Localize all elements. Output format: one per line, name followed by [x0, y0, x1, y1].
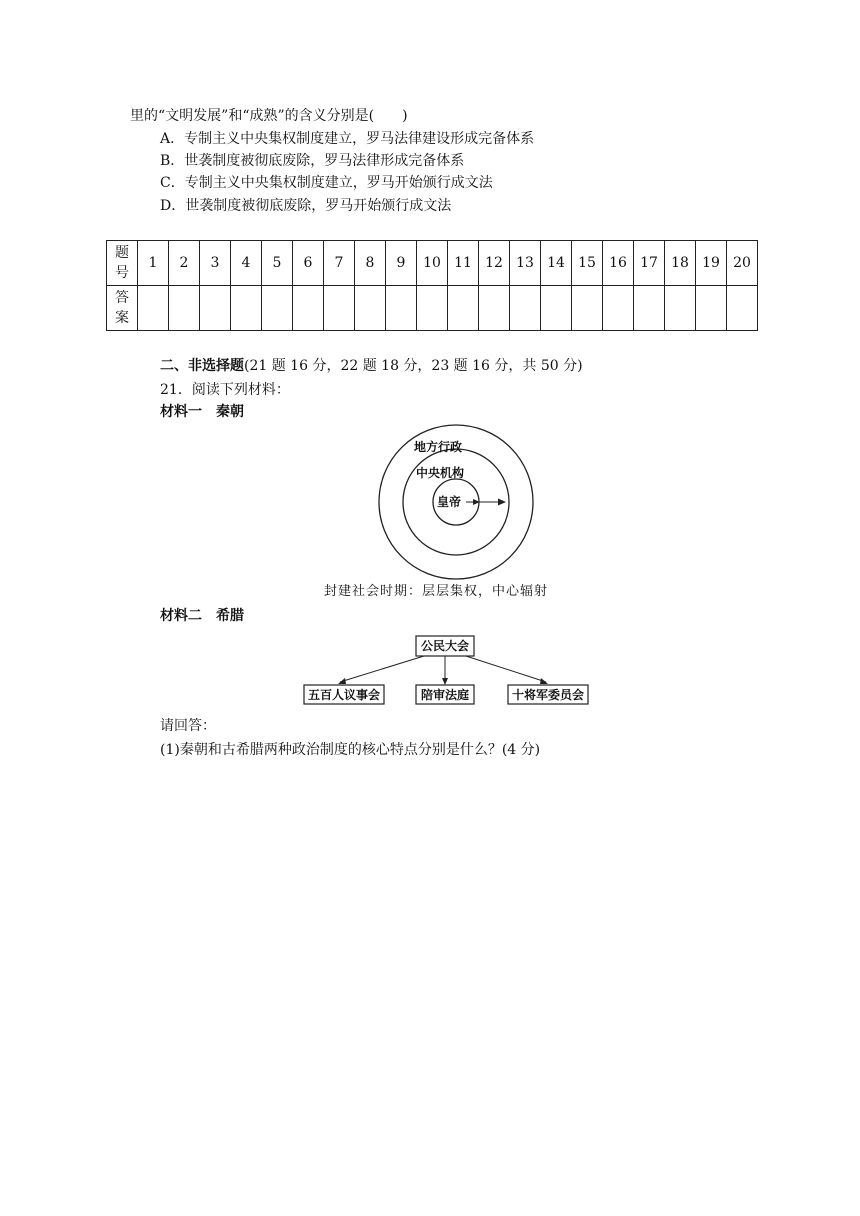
answer-cell[interactable]	[510, 286, 541, 331]
answer-cell[interactable]	[231, 286, 262, 331]
question-number-cell: 12	[479, 241, 510, 286]
question-number-cell: 15	[572, 241, 603, 286]
answer-cell[interactable]	[324, 286, 355, 331]
question-number-cell: 14	[541, 241, 572, 286]
center-label: 皇帝	[437, 495, 462, 509]
question-number-cell: 20	[727, 241, 758, 286]
row-label-answer: 答 案	[107, 286, 138, 331]
generals-label: 十将军委员会	[511, 688, 585, 702]
answer-cell[interactable]	[169, 286, 200, 331]
option-a: A．专制主义中央集权制度建立，罗马法律建设形成完备体系	[160, 131, 535, 147]
question-number-cell: 9	[386, 241, 417, 286]
answer-cell[interactable]	[541, 286, 572, 331]
answer-cell[interactable]	[262, 286, 293, 331]
connector-left	[340, 656, 424, 682]
question-number-cell: 1	[138, 241, 169, 286]
question-number-cell: 19	[696, 241, 727, 286]
answer-cell[interactable]	[293, 286, 324, 331]
question-number-cell: 18	[665, 241, 696, 286]
council-label: 五百人议事会	[307, 688, 381, 702]
option-c: C．专制主义中央集权制度建立，罗马开始颁行成文法	[160, 175, 493, 191]
q21-intro: 21．阅读下列材料：	[160, 382, 290, 398]
question-stem: 里的“文明发展”和“成熟”的含义分别是( )	[130, 108, 408, 124]
arrowhead-icon	[442, 678, 448, 685]
question-number-cell: 10	[417, 241, 448, 286]
answer-cell[interactable]	[138, 286, 169, 331]
greece-structure-diagram	[298, 634, 598, 706]
row-label-question-number: 题 号	[107, 241, 138, 286]
question-number-cell: 11	[448, 241, 479, 286]
arrowhead-icon	[540, 678, 548, 684]
qin-concentric-diagram	[376, 422, 536, 582]
answer-cell[interactable]	[448, 286, 479, 331]
answer-cell[interactable]	[727, 286, 758, 331]
answer-cell[interactable]	[417, 286, 448, 331]
answer-cell[interactable]	[572, 286, 603, 331]
option-d: D．世袭制度被彻底废除，罗马开始颁行成文法	[160, 198, 452, 214]
question-number-cell: 5	[262, 241, 293, 286]
question-number-cell: 2	[169, 241, 200, 286]
jury-label: 陪审法庭	[420, 688, 470, 702]
question-number-cell: 7	[324, 241, 355, 286]
assembly-label: 公民大会	[420, 639, 470, 653]
question-number-cell: 8	[355, 241, 386, 286]
question-number-cell: 6	[293, 241, 324, 286]
question-number-cell: 4	[231, 241, 262, 286]
material1-title: 材料一 秦朝	[160, 404, 244, 420]
question-number-cell: 16	[603, 241, 634, 286]
answer-table-answer-row	[107, 286, 758, 331]
middle-ring-label: 中央机构	[416, 466, 465, 480]
outer-ring-label: 地方行政	[414, 440, 463, 454]
section2-heading-line	[160, 356, 583, 376]
answer-cell[interactable]	[634, 286, 665, 331]
sub-question-1: (1)秦朝和古希腊两种政治制度的核心特点分别是什么？(4 分)	[160, 742, 541, 758]
section2-heading: 二、非选择题	[160, 358, 244, 374]
answer-cell[interactable]	[386, 286, 417, 331]
arrowhead-icon	[498, 499, 506, 506]
diagram1-caption: 封建社会时期：层层集权，中心辐射	[324, 584, 549, 599]
answer-cell[interactable]	[479, 286, 510, 331]
answer-table	[106, 240, 758, 331]
option-b: B．世袭制度被彻底废除，罗马法律形成完备体系	[160, 153, 465, 169]
answer-cell[interactable]	[696, 286, 727, 331]
answer-table-number-row	[107, 241, 758, 286]
answer-cell[interactable]	[355, 286, 386, 331]
section2-scoring: (21 题 16 分，22 题 18 分，23 题 16 分，共 50 分)	[244, 358, 583, 374]
connector-right	[466, 656, 546, 682]
question-number-cell: 17	[634, 241, 665, 286]
material2-title: 材料二 希腊	[160, 608, 244, 624]
question-number-cell: 13	[510, 241, 541, 286]
answer-cell[interactable]	[200, 286, 231, 331]
answer-prompt: 请回答：	[160, 718, 216, 734]
arrowhead-icon	[338, 678, 346, 684]
answer-cell[interactable]	[603, 286, 634, 331]
answer-cell[interactable]	[665, 286, 696, 331]
question-number-cell: 3	[200, 241, 231, 286]
